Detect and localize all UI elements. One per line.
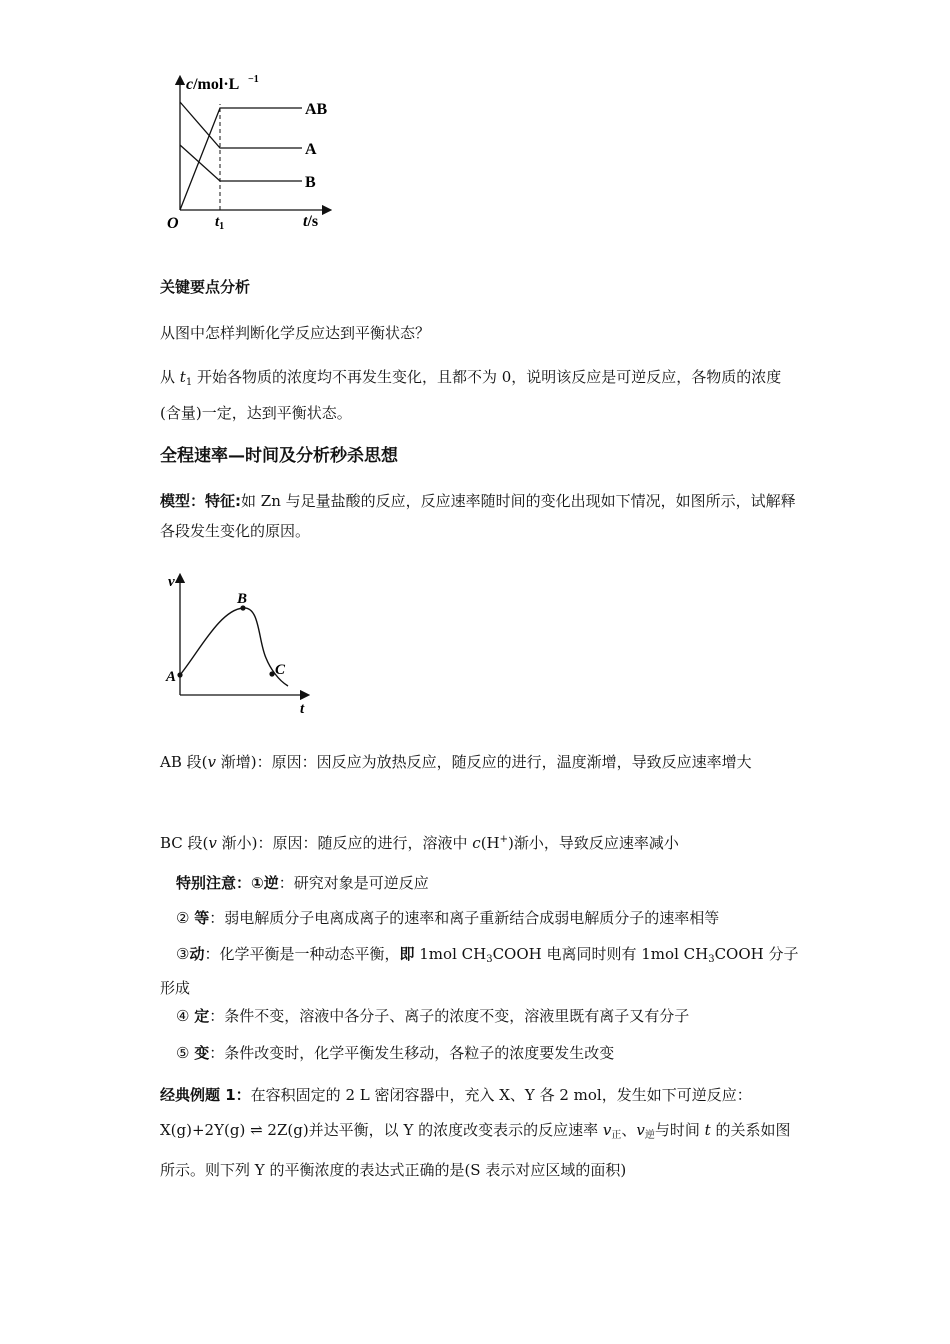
y-axis-exp: −1 bbox=[248, 74, 259, 85]
point-c-label: C bbox=[275, 662, 286, 678]
concentration-time-chart bbox=[155, 70, 355, 240]
bc-segment-paragraph: BC 段(v 渐小)：原因：随反应的进行，溶液中 c(H+)渐小，导致反应速率减小 bbox=[160, 834, 679, 852]
question-paragraph: 从图中怎样判断化学反应达到平衡状态？ bbox=[160, 324, 431, 342]
example-1-paragraph: 经典例题 1：在容积固定的 2 L 密闭容器中，充入 X、Y 各 2 mol，发生如下可逆反应：X(g)+2Y(g) ⇌ 2Z(g)并达平衡，以 Y 的浓度改变表示的反应速率 $v_正$、$v_逆$与时间 t 的关系如图所示。则下列 Y 的平衡浓度的表达式正确的是(S 表示对应区域的面积) bbox=[160, 1086, 791, 1179]
note-2: ② 等：弱电解质分子电离成离子的速率和离子重新结合成弱电解质分子的速率相等 bbox=[176, 909, 720, 927]
origin-label: O bbox=[167, 215, 179, 232]
rate-time-chart bbox=[160, 570, 330, 720]
note-1: 特别注意：①逆：研究对象是可逆反应 bbox=[176, 874, 429, 892]
model-paragraph: 模型：特征:如 Zn 与足量盐酸的反应，反应速率随时间的变化出现如下情况，如图所示，试解释各段发生变化的原因。 bbox=[160, 492, 796, 540]
x-axis-label: t bbox=[300, 701, 305, 717]
point-a-dot bbox=[177, 672, 182, 677]
point-c-dot bbox=[269, 671, 274, 676]
ab-segment-paragraph: AB 段(v 渐增)：原因：因反应为放热反应，随反应的进行，温度渐增，导致反应速率增大 bbox=[160, 753, 752, 771]
line-label-a: A bbox=[305, 141, 317, 158]
note-4: ④ 定：条件不变，溶液中各分子、离子的浓度不变，溶液里既有离子又有分子 bbox=[176, 1007, 690, 1025]
y-axis-label: v bbox=[168, 574, 175, 590]
a-curve bbox=[180, 102, 302, 148]
point-b-label: B bbox=[237, 591, 248, 607]
point-a-label: A bbox=[166, 669, 177, 685]
note-5: ⑤ 变：条件改变时，化学平衡发生移动，各粒子的浓度要发生改变 bbox=[176, 1044, 615, 1062]
y-axis-label: c/mol·L bbox=[186, 76, 240, 93]
line-label-ab: AB bbox=[305, 101, 328, 118]
section-heading-rate-time: 全程速率—时间及分析秒杀思想 bbox=[160, 446, 398, 466]
line-label-b: B bbox=[305, 174, 316, 191]
answer-paragraph: 从 $t_1$ 开始各物质的浓度均不再发生变化，且都不为 0，说明该反应是可逆反应，各物质的浓度(含量)一定，达到平衡状态。 bbox=[160, 368, 782, 422]
key-points-heading: 关键要点分析 bbox=[160, 278, 251, 296]
x-axis-label: t/s bbox=[303, 213, 319, 230]
t1-label: $t_1$ bbox=[215, 214, 225, 232]
note-3: ③动：化学平衡是一种动态平衡，即 1mol $CH_3COOH$ 电离同时则有 1mol $CH_3COOH$ 分子形成 bbox=[160, 945, 799, 997]
